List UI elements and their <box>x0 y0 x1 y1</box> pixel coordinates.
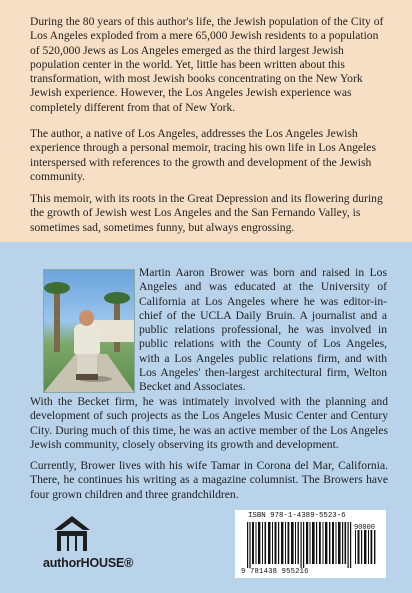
barcode-icon <box>247 522 377 568</box>
author-bio-paragraph-1: Martin Aaron Brower was born and raised in Los Angeles and was educated at the University of California at Los Angeles where he was editor-in-chief of the UCLA Daily Bruin. A journalist and a public relations professional, he was involved in public relations with the County of Los Angeles, with a Los Angeles public relations firm, and with Los Angeles' then-largest architectural firm, Welton Becket and Associates. <box>139 266 387 394</box>
price-code: 90000 <box>353 524 375 532</box>
barcode-block <box>235 510 386 578</box>
house-logo-icon <box>52 514 92 552</box>
author-photo <box>43 269 135 393</box>
synopsis-paragraph-1: During the 80 years of this author's life, the Jewish population of the City of Los Angeles exploded from a mere 65,000 Jewish residents to a population of 520,000 Jews as Los Angeles emerged as the third largest Jewish population center in the world. Yet, little has been written about this transformation, with most Jewish books concentrating on the New York Jewish experience. However, the Los Angeles Jewish experience was completely different from that of New York. <box>30 15 384 114</box>
publisher-wordmark: authorHOUSE® <box>43 556 134 570</box>
synopsis-paragraph-2: The author, a native of Los Angeles, addresses the Los Angeles Jewish experience through a personal memoir, tracing his own life in Los Angeles interspersed with references to the growth and development of the Jewish community. <box>30 127 376 183</box>
synopsis-paragraph-3: This memoir, with its roots in the Great Depression and its flowering during the growth of Jewish west Los Angeles and the San Fernando Valley, is sometimes sad, sometimes funny, but always engrossing. <box>30 192 383 234</box>
barcode-number: 9 781438 955216 <box>241 568 309 576</box>
author-bio-paragraph-3: Currently, Brower lives with his wife Tamar in Corona del Mar, California. There, he continues his writing as a magazine columnist. The Browers have four grown children and three grandchildren. <box>30 459 388 501</box>
author-bio-paragraph-2: With the Becket firm, he was intimately involved with the planning and development of such projects as the Los Angeles Music Center and Century City. During much of this time, he was an active member of the Los Angeles Jewish community, closely observing its growth and development. <box>30 395 388 451</box>
synopsis-panel <box>0 0 412 242</box>
publisher-logo <box>43 514 133 574</box>
isbn-label: ISBN 978-1-4389-5523-6 <box>248 512 346 520</box>
